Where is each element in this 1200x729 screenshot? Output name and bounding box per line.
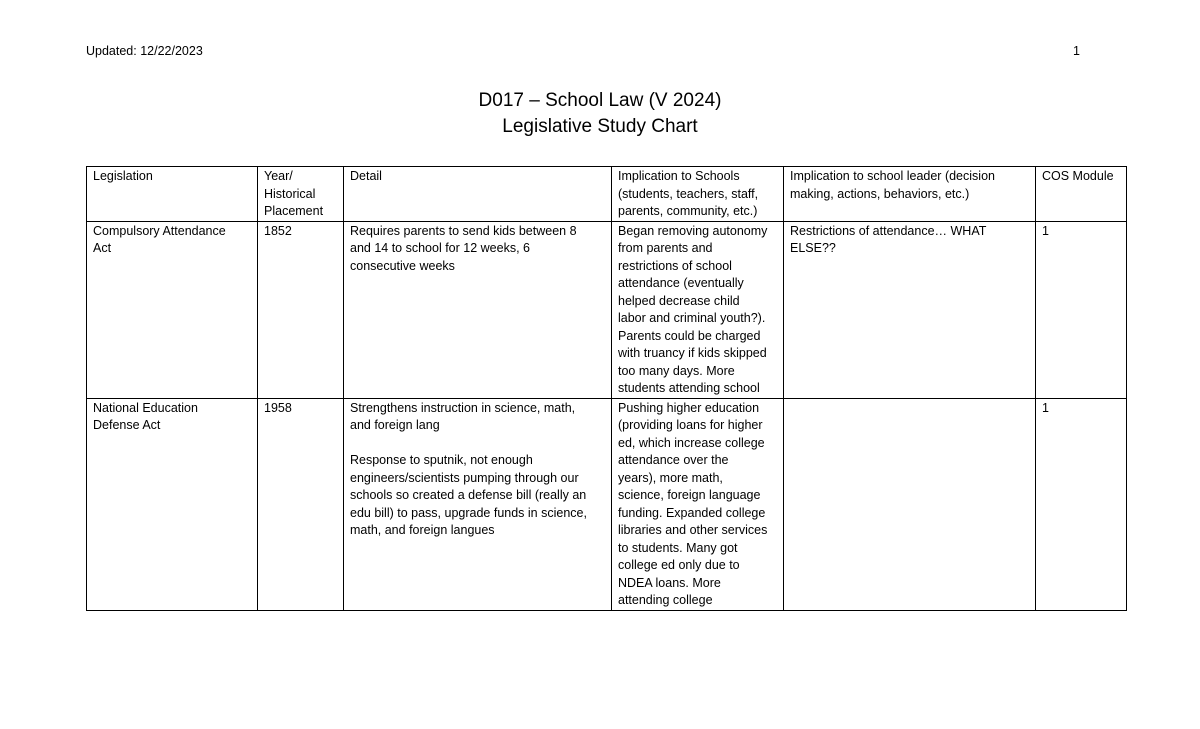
cell-implication-leader: Restrictions of attendance… WHAT ELSE?? [784,221,1036,398]
cell-cos-module: 1 [1036,221,1127,398]
table-row [87,221,1127,398]
column-header-detail: Detail [344,167,612,222]
cell-implication-schools: Pushing higher education (providing loans for higher ed, which increase college attendance over the years), more math, science, foreign language funding. Expanded college libraries and other services to students. Many got college ed only due to NDEA loans. More attending college [612,398,784,610]
legislative-study-table [86,166,1127,611]
column-header-cos-module: COS Module [1036,167,1127,222]
table-row [87,398,1127,610]
cell-legislation: National Education Defense Act [87,398,258,610]
cell-detail: Requires parents to send kids between 8 and 14 to school for 12 weeks, 6 consecutive weeks [344,221,612,398]
document-title [0,88,1200,140]
page-number: 1 [1073,44,1080,58]
cell-cos-module: 1 [1036,398,1127,610]
column-header-implication-leader: Implication to school leader (decision making, actions, behaviors, etc.) [784,167,1036,222]
column-header-legislation: Legislation [87,167,258,222]
updated-date: Updated: 12/22/2023 [86,44,203,58]
cell-year: 1852 [258,221,344,398]
cell-implication-leader [784,398,1036,610]
cell-detail: Strengthens instruction in science, math, and foreign lang Response to sputnik, not enough engineers/scientists pumping through our schools so created a defense bill (really an edu bill) to pass, upgrade funds in science, math, and foreign langues [344,398,612,610]
title-line-2: Legislative Study Chart [502,116,698,137]
table-header-row [87,167,1127,222]
column-header-implication-schools: Implication to Schools (students, teachers, staff, parents, community, etc.) [612,167,784,222]
cell-year: 1958 [258,398,344,610]
title-line-1: D017 – School Law (V 2024) [478,90,722,111]
cell-legislation: Compulsory Attendance Act [87,221,258,398]
cell-implication-schools: Began removing autonomy from parents and restrictions of school attendance (eventually helped decrease child labor and criminal youth?). Parents could be charged with truancy if kids skipped too many days. More students attending school [612,221,784,398]
column-header-year: Year/ Historical Placement [258,167,344,222]
